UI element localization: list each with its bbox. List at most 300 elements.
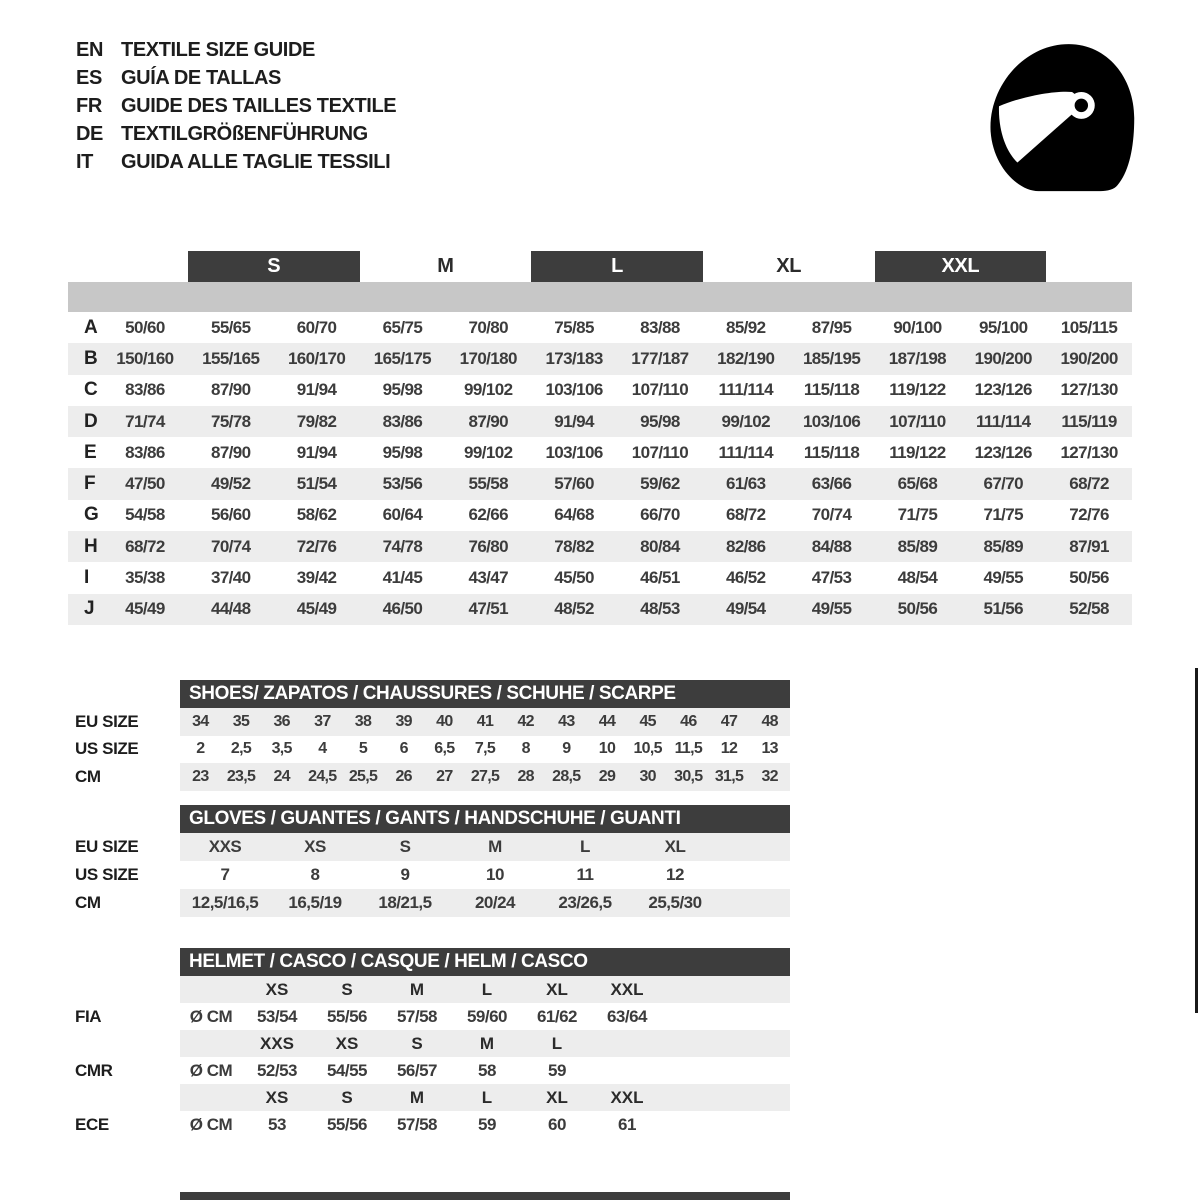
shoes-values xyxy=(180,708,790,736)
language-row xyxy=(76,148,396,176)
size-value: 65/75 xyxy=(382,317,423,337)
gloves-table xyxy=(75,833,790,917)
shoe-value: 36 xyxy=(273,712,290,730)
helmet-size-row xyxy=(75,976,790,1003)
helmet-value: 57/58 xyxy=(396,1114,438,1134)
size-value: 50/56 xyxy=(897,599,938,619)
shoe-value: 39 xyxy=(395,712,412,730)
row-letter: H xyxy=(84,535,98,557)
size-value: 39/42 xyxy=(296,568,337,588)
size-value: 99/102 xyxy=(464,442,513,462)
shoe-value: 47 xyxy=(720,712,738,730)
size-value: 70/74 xyxy=(210,536,251,556)
helmet-size-row xyxy=(75,1084,790,1111)
size-value: 72/76 xyxy=(296,536,337,556)
shoe-value: 31,5 xyxy=(714,767,744,785)
helmet-table xyxy=(75,976,790,1138)
size-value: 87/90 xyxy=(468,411,509,431)
row-label xyxy=(75,1030,180,1057)
diameter-unit: Ø CM xyxy=(189,1006,233,1026)
helmet-value: 55/56 xyxy=(326,1114,368,1134)
gloves-values xyxy=(180,833,790,861)
size-value: 58/62 xyxy=(296,505,337,525)
shoe-value: 32 xyxy=(761,767,778,785)
glove-value: 12,5/16,5 xyxy=(191,893,259,912)
measurement-rows xyxy=(68,312,1132,625)
measurement-row xyxy=(68,500,1132,531)
glove-value: 12 xyxy=(666,865,684,884)
size-value: 82/86 xyxy=(725,536,766,556)
glove-value: XS xyxy=(304,837,326,856)
gloves-row xyxy=(75,833,790,861)
helmet-size: S xyxy=(411,1033,423,1053)
size-value: 55/65 xyxy=(210,317,251,337)
language-row xyxy=(76,120,396,148)
size-value: 46/50 xyxy=(382,599,423,619)
size-value: 107/110 xyxy=(631,442,689,462)
size-value: 103/106 xyxy=(802,411,861,431)
size-value: 95/98 xyxy=(640,411,680,431)
size-value: 71/75 xyxy=(897,505,938,525)
size-value: 70/74 xyxy=(811,505,852,525)
language-title: GUÍA DE TALLAS xyxy=(121,67,281,89)
size-value: 68/72 xyxy=(125,536,165,556)
shoe-value: 43 xyxy=(558,712,575,730)
row-letter: B xyxy=(84,347,98,369)
size-value: 57/60 xyxy=(554,474,594,494)
row-label: US SIZE xyxy=(75,865,139,884)
size-value: 67/70 xyxy=(983,474,1024,494)
size-value: 66/70 xyxy=(640,505,680,525)
helmet-value: 58 xyxy=(478,1060,496,1080)
helmet-value: 63/64 xyxy=(606,1006,648,1026)
right-edge-rule xyxy=(1195,668,1198,1013)
size-value: 55/58 xyxy=(468,474,509,494)
glove-value: 10 xyxy=(486,865,504,884)
shoe-value: 26 xyxy=(395,767,412,785)
language-title: TEXTILE SIZE GUIDE xyxy=(121,39,315,61)
size-value: 52/58 xyxy=(1069,599,1109,619)
shoe-value: 34 xyxy=(192,712,209,730)
measurement-row xyxy=(68,594,1132,625)
size-value: 49/54 xyxy=(725,599,766,619)
helmet-size: S xyxy=(341,979,353,999)
size-value: 111/114 xyxy=(718,442,773,462)
size-value: 46/52 xyxy=(725,568,766,588)
helmet-size: XS xyxy=(265,1087,289,1107)
glove-value: 11 xyxy=(576,865,594,884)
shoe-value: 24,5 xyxy=(308,767,337,785)
size-value: 62/66 xyxy=(468,505,509,525)
language-code: EN xyxy=(76,39,103,61)
shoes-values xyxy=(180,763,790,791)
size-value: 123/126 xyxy=(974,442,1032,462)
shoe-value: 28,5 xyxy=(552,767,581,785)
row-label xyxy=(75,1084,180,1111)
helmet-size: L xyxy=(481,979,493,999)
size-value: 111/114 xyxy=(718,380,773,400)
helmet-value: 54/55 xyxy=(326,1060,368,1080)
helmet-value: 59 xyxy=(478,1114,496,1134)
size-value: 48/54 xyxy=(897,568,938,588)
size-value: 119/122 xyxy=(889,442,946,462)
size-value: 103/106 xyxy=(545,442,603,462)
size-value: 165/175 xyxy=(373,348,432,368)
language-code: ES xyxy=(76,67,102,89)
size-value: 41/45 xyxy=(382,568,423,588)
size-value: 68/72 xyxy=(725,505,766,525)
helmet-size: XL xyxy=(546,979,568,999)
size-value: 155/165 xyxy=(202,348,260,368)
shoe-value: 48 xyxy=(761,712,778,730)
size-value: 84/88 xyxy=(811,536,852,556)
size-group-s: S xyxy=(188,251,360,282)
size-number-row xyxy=(68,282,1132,312)
row-letter: J xyxy=(84,598,95,620)
size-value: 85/89 xyxy=(983,536,1024,556)
size-value: 95/98 xyxy=(382,442,423,462)
size-value: 37/40 xyxy=(210,568,251,588)
size-value: 83/86 xyxy=(382,411,423,431)
gloves-row xyxy=(75,861,790,889)
helmet-value: 59 xyxy=(548,1060,566,1080)
helmet-value: 55/56 xyxy=(326,1006,368,1026)
shoe-value: 6 xyxy=(399,740,408,758)
shoe-value: 10,5 xyxy=(633,740,662,758)
language-title: TEXTILGRÖßENFÜHRUNG xyxy=(121,123,368,145)
size-group-row xyxy=(68,251,1132,282)
shoe-value: 40 xyxy=(436,712,453,730)
row-letter: E xyxy=(84,441,97,463)
shoe-value: 23,5 xyxy=(226,767,256,785)
size-value: 65/68 xyxy=(897,474,938,494)
measurement-row xyxy=(68,343,1132,374)
size-value: 59/62 xyxy=(640,474,680,494)
helmet-standard-section xyxy=(75,1030,790,1084)
standard-label: CMR xyxy=(75,1060,113,1080)
shoe-value: 11,5 xyxy=(674,740,703,758)
helmet-size: S xyxy=(341,1087,353,1107)
helmet-size: L xyxy=(551,1033,563,1053)
size-value: 127/130 xyxy=(1060,442,1118,462)
shoe-value: 25,5 xyxy=(348,767,378,785)
row-label: CM xyxy=(75,766,101,786)
size-value: 103/106 xyxy=(545,380,603,400)
shoes-row xyxy=(75,763,790,791)
row-letter: F xyxy=(84,473,96,495)
size-group-xl: XL xyxy=(776,255,802,277)
row-label: CM xyxy=(75,893,101,912)
glove-value: 8 xyxy=(310,865,320,884)
row-letter: C xyxy=(84,379,98,401)
size-value: 173/183 xyxy=(545,348,603,368)
measurement-row xyxy=(68,312,1132,343)
shoe-value: 28 xyxy=(517,767,534,785)
size-value: 87/90 xyxy=(210,380,251,400)
size-value: 45/49 xyxy=(125,599,165,619)
size-value: 48/53 xyxy=(640,599,680,619)
language-code: FR xyxy=(76,95,102,117)
row-label xyxy=(75,976,180,1003)
shoe-value: 38 xyxy=(354,712,372,730)
shoe-value: 6,5 xyxy=(434,740,455,758)
language-code: IT xyxy=(76,151,93,173)
size-value: 83/86 xyxy=(125,442,165,462)
gloves-values xyxy=(180,889,790,917)
racing-helmet-icon xyxy=(978,34,1146,202)
size-value: 182/190 xyxy=(717,348,775,368)
helmet-size: M xyxy=(479,1033,495,1053)
helmet-value: 60 xyxy=(548,1114,566,1134)
size-value: 127/130 xyxy=(1060,380,1118,400)
helmet-value: 59/60 xyxy=(466,1006,508,1026)
size-value: 48/52 xyxy=(554,599,594,619)
shoe-value: 41 xyxy=(476,712,494,730)
row-label: US SIZE xyxy=(75,739,139,759)
shoe-value: 30 xyxy=(639,767,656,785)
helmet-value: 57/58 xyxy=(396,1006,438,1026)
size-value: 85/89 xyxy=(897,536,938,556)
shoe-value: 9 xyxy=(562,740,571,758)
shoe-value: 29 xyxy=(598,767,616,785)
size-value: 51/56 xyxy=(983,599,1024,619)
measurement-row xyxy=(68,531,1132,562)
size-value: 45/50 xyxy=(554,568,594,588)
size-value: 60/64 xyxy=(382,505,423,525)
size-value: 63/66 xyxy=(811,474,852,494)
shoe-value: 7,5 xyxy=(474,740,496,758)
helmet-value-row xyxy=(75,1003,790,1030)
glove-value: XXS xyxy=(208,837,242,856)
size-value: 53/56 xyxy=(382,474,423,494)
helmet-value: 53 xyxy=(268,1114,286,1134)
size-value: 150/160 xyxy=(116,348,174,368)
shoe-value: 10 xyxy=(598,740,616,758)
bottom-cutoff-bar xyxy=(180,1192,790,1200)
row-letter: A xyxy=(84,316,98,338)
size-value: 115/118 xyxy=(803,380,860,400)
row-letter: G xyxy=(84,504,99,526)
size-value: 83/86 xyxy=(125,380,165,400)
glove-value: 18/21,5 xyxy=(378,893,432,912)
size-value: 43/47 xyxy=(468,568,509,588)
language-row xyxy=(76,36,396,64)
size-value: 46/51 xyxy=(640,568,680,588)
glove-value: S xyxy=(399,837,411,856)
row-label: EU SIZE xyxy=(75,711,139,731)
helmet-size: XS xyxy=(335,1033,359,1053)
size-value: 85/92 xyxy=(725,317,766,337)
shoe-value: 30,5 xyxy=(674,767,703,785)
size-value: 78/82 xyxy=(554,536,594,556)
shoe-value: 46 xyxy=(680,712,697,730)
size-value: 99/102 xyxy=(721,411,770,431)
size-value: 61/63 xyxy=(725,474,766,494)
size-value: 160/170 xyxy=(287,348,346,368)
size-value: 87/95 xyxy=(811,317,852,337)
shoes-table xyxy=(75,708,790,791)
glove-value: 23/26,5 xyxy=(558,893,612,912)
shoe-value: 24 xyxy=(273,767,290,785)
size-value: 95/100 xyxy=(979,317,1028,337)
shoe-value: 35 xyxy=(232,712,250,730)
glove-value: 9 xyxy=(400,865,410,884)
shoes-section-title: SHOES/ ZAPATOS / CHAUSSURES / SCHUHE / SCARPE xyxy=(180,680,790,708)
shoe-value: 27 xyxy=(436,767,453,785)
size-value: 190/200 xyxy=(1060,348,1118,368)
helmet-size: XXL xyxy=(610,979,644,999)
shoe-value: 42 xyxy=(517,712,534,730)
helmet-size: XXS xyxy=(259,1033,295,1053)
size-value: 60/70 xyxy=(296,317,337,337)
glove-value: 20/24 xyxy=(474,893,516,912)
helmet-value-row xyxy=(75,1057,790,1084)
shoe-value: 5 xyxy=(358,740,368,758)
size-value: 44/48 xyxy=(210,599,251,619)
size-group-xxl: XXL xyxy=(875,251,1047,282)
size-value: 123/126 xyxy=(974,380,1032,400)
gloves-values xyxy=(180,861,790,889)
glove-value: 16,5/19 xyxy=(288,893,342,912)
helmet-value-row xyxy=(75,1111,790,1138)
diameter-unit: Ø CM xyxy=(189,1060,233,1080)
size-value: 68/72 xyxy=(1069,474,1109,494)
size-value: 91/94 xyxy=(296,380,337,400)
size-value: 185/195 xyxy=(802,348,861,368)
language-code: DE xyxy=(76,123,103,145)
measurement-row xyxy=(68,406,1132,437)
glove-value: XL xyxy=(664,837,686,856)
helmet-value: 53/54 xyxy=(256,1006,298,1026)
size-value: 111/114 xyxy=(976,411,1031,431)
size-value: 83/88 xyxy=(640,317,680,337)
size-value: 79/82 xyxy=(296,411,337,431)
glove-value: L xyxy=(580,837,590,856)
size-value: 49/52 xyxy=(210,474,251,494)
shoes-values xyxy=(180,736,790,764)
glove-value: M xyxy=(488,837,502,856)
shoes-row xyxy=(75,708,790,736)
measurement-row xyxy=(68,468,1132,499)
measurement-row xyxy=(68,437,1132,468)
size-value: 47/53 xyxy=(811,568,852,588)
size-value: 90/100 xyxy=(893,317,942,337)
helmet-value: 61/62 xyxy=(536,1006,578,1026)
size-value: 64/68 xyxy=(554,505,594,525)
shoe-value: 45 xyxy=(639,712,656,730)
size-value: 99/102 xyxy=(464,380,513,400)
glove-value: 7 xyxy=(220,865,230,884)
row-letter: D xyxy=(84,410,98,432)
language-title: GUIDE DES TAILLES TEXTILE xyxy=(121,95,397,117)
gloves-section-title: GLOVES / GUANTES / GANTS / HANDSCHUHE / GUANTI xyxy=(180,805,790,833)
standard-label: FIA xyxy=(75,1006,102,1026)
helmet-standard-section xyxy=(75,976,790,1030)
size-value: 50/60 xyxy=(125,317,165,337)
size-value: 107/110 xyxy=(631,380,689,400)
glove-value: 25,5/30 xyxy=(648,893,702,912)
language-title: GUIDA ALLE TAGLIE TESSILI xyxy=(121,151,391,173)
helmet-size: M xyxy=(409,1087,425,1107)
size-value: 47/50 xyxy=(125,474,165,494)
size-value: 115/119 xyxy=(1061,411,1117,431)
size-value: 51/54 xyxy=(296,474,337,494)
size-value: 95/98 xyxy=(382,380,423,400)
size-value: 119/122 xyxy=(889,380,946,400)
size-group-m: M xyxy=(437,255,454,277)
size-value: 49/55 xyxy=(983,568,1024,588)
language-row xyxy=(76,64,396,92)
size-value: 87/90 xyxy=(210,442,251,462)
size-value: 70/80 xyxy=(468,317,509,337)
shoe-value: 27,5 xyxy=(470,767,500,785)
size-value: 91/94 xyxy=(554,411,594,431)
measurement-row xyxy=(68,375,1132,406)
shoe-value: 23 xyxy=(192,767,209,785)
row-letter: I xyxy=(84,567,90,589)
shoes-row xyxy=(75,736,790,764)
main-size-table xyxy=(68,251,1132,625)
shoe-value: 3,5 xyxy=(271,740,292,758)
size-value: 75/78 xyxy=(210,411,251,431)
helmet-size: L xyxy=(481,1087,493,1107)
size-value: 190/200 xyxy=(974,348,1032,368)
shoe-value: 2,5 xyxy=(230,740,252,758)
language-row xyxy=(76,92,396,120)
size-value: 56/60 xyxy=(210,505,251,525)
shoe-value: 44 xyxy=(598,712,616,730)
size-value: 49/55 xyxy=(811,599,852,619)
shoe-value: 12 xyxy=(720,740,738,758)
size-value: 91/94 xyxy=(296,442,337,462)
size-value: 107/110 xyxy=(889,411,946,431)
size-value: 54/58 xyxy=(125,505,165,525)
helmet-value: 52/53 xyxy=(256,1060,298,1080)
size-value: 47/51 xyxy=(468,599,509,619)
size-value: 74/78 xyxy=(382,536,423,556)
shoe-value: 13 xyxy=(761,740,778,758)
helmet-size-row xyxy=(75,1030,790,1057)
standard-label: ECE xyxy=(75,1114,109,1134)
helmet-size: XL xyxy=(546,1087,568,1107)
gloves-row xyxy=(75,889,790,917)
helmet-section-title: HELMET / CASCO / CASQUE / HELM / CASCO xyxy=(180,948,790,976)
shoe-value: 2 xyxy=(196,740,205,758)
size-value: 35/38 xyxy=(125,568,165,588)
size-value: 115/118 xyxy=(803,442,860,462)
helmet-value: 61 xyxy=(618,1114,636,1134)
size-value: 75/85 xyxy=(554,317,594,337)
helmet-size: XS xyxy=(265,979,289,999)
size-value: 177/187 xyxy=(631,348,689,368)
diameter-unit: Ø CM xyxy=(189,1114,233,1134)
helmet-value: 56/57 xyxy=(396,1060,438,1080)
size-value: 187/198 xyxy=(888,348,947,368)
helmet-size: M xyxy=(409,979,425,999)
size-value: 71/75 xyxy=(983,505,1024,525)
size-value: 72/76 xyxy=(1069,505,1109,525)
shoe-value: 4 xyxy=(318,740,327,758)
helmet-standard-section xyxy=(75,1084,790,1138)
shoe-value: 37 xyxy=(314,712,331,730)
shoe-value: 8 xyxy=(521,740,530,758)
size-value: 76/80 xyxy=(468,536,509,556)
size-value: 170/180 xyxy=(459,348,517,368)
size-value: 80/84 xyxy=(640,536,680,556)
size-group-l: L xyxy=(531,251,703,282)
size-value: 50/56 xyxy=(1069,568,1109,588)
helmet-size: XXL xyxy=(610,1087,644,1107)
